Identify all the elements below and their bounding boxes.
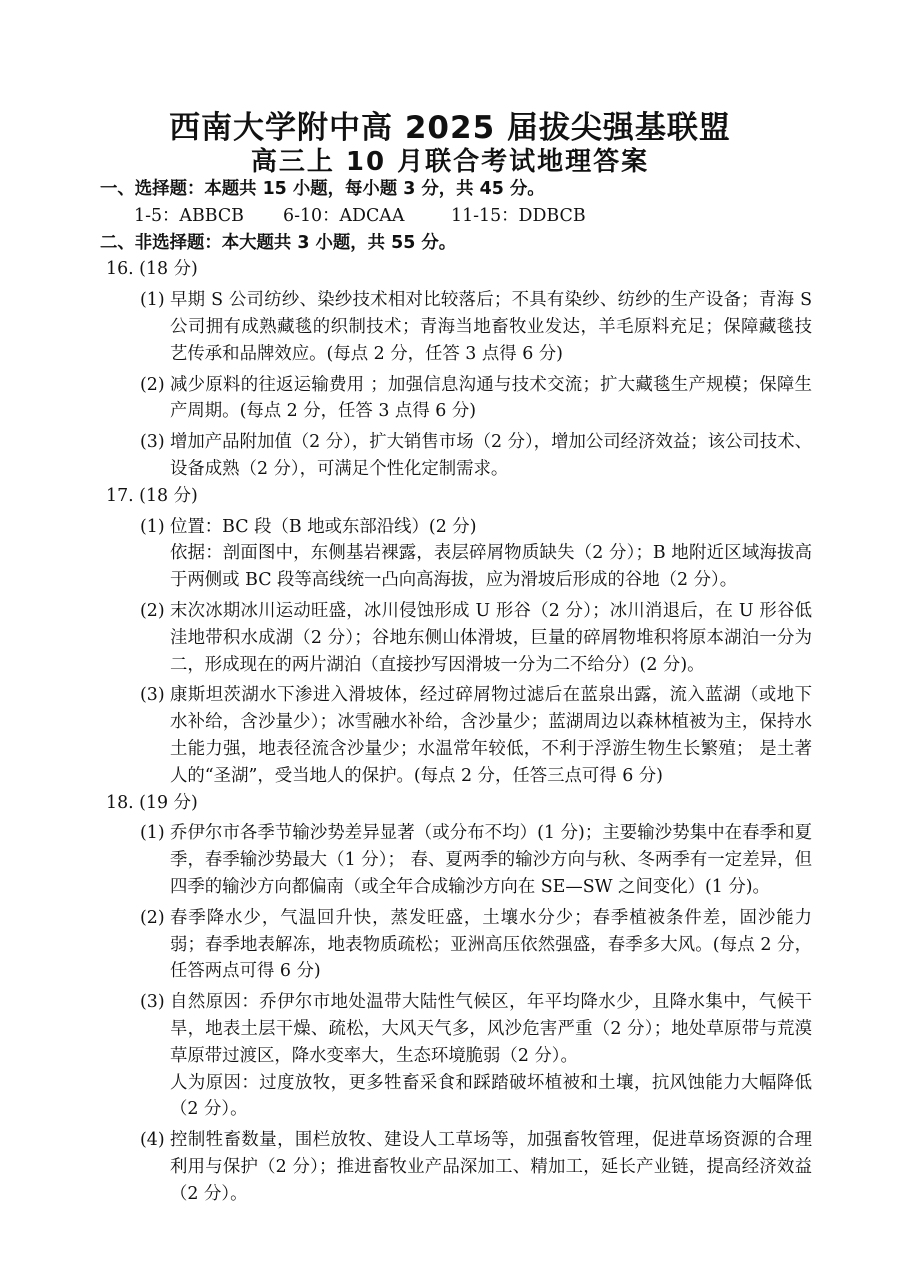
mc-answer-row: [100, 203, 812, 230]
item-paragraph: 依据：剖面图中，东侧基岩裸露，表层碎屑物质缺失（2 分）；B 地附近区域海拔高于两侧或 BC 段等高线统一凸向高海拔，应为滑坡后形成的谷地（2 分）。: [170, 543, 812, 591]
item-number: (2): [140, 600, 165, 621]
item-paragraph: 乔伊尔市各季节输沙势差异显著（或分布不均）(1 分)；主要输沙势集中在春季和夏季，春季输沙势最大（1 分）； 春、夏两季的输沙方向与秋、冬两季有一定差异，但四季的输沙方向都偏南（或全年合成输沙方向在 SE—SW 之间变化）(1 分)。: [170, 823, 812, 897]
item-text: [170, 682, 812, 789]
item-text: [170, 820, 812, 900]
item-paragraph: 控制牲畜数量，围栏放牧、建设人工草场等，加强畜牧管理，促进草场资源的合理利用与保护（2 分）；推进畜牧业产品深加工、精加工，延长产业链，提高经济效益（2 分）。: [170, 1130, 812, 1204]
answer-item: [100, 372, 812, 426]
item-text: [170, 429, 812, 483]
question-label: 17. (18 分): [106, 485, 198, 506]
item-number: (3): [140, 685, 165, 706]
answer-item: [100, 514, 812, 594]
document-title: 西南大学附中高 2025 届拔尖强基联盟: [169, 110, 731, 146]
mc-answers-1-5: 1-5：ABBCB: [134, 205, 244, 226]
item-paragraph: 早期 S 公司纺纱、染纱技术相对比较落后；不具有染纱、纺纱的生产设备；青海 S 公司拥有成熟藏毯的织制技术；青海当地畜牧业发达，羊毛原料充足；保障藏毯技艺传承和品牌效应。(每点 2 分，任答 3 点得 6 分): [170, 290, 812, 364]
document-body: [100, 176, 812, 1207]
answer-item: [100, 989, 812, 1123]
document-subtitle: 高三上 10 月联合考试地理答案: [250, 147, 650, 177]
item-number: (1): [140, 823, 165, 844]
item-number: (2): [140, 374, 165, 395]
questions-list: [100, 256, 812, 1207]
item-text: [170, 1127, 812, 1207]
mc-answers-6-10: 6-10：ADCAA: [283, 205, 405, 226]
question-label: 16. (18 分): [106, 259, 198, 280]
mc-answers-11-15: 11-15：DDBCB: [451, 205, 586, 226]
answer-item: [100, 598, 812, 678]
answer-item: [100, 820, 812, 900]
item-text: [170, 598, 812, 678]
answer-item: [100, 1127, 812, 1207]
item-paragraph: 人为原因：过度放牧，更多牲畜采食和踩踏破坏植被和土壤，抗风蚀能力大幅降低（2 分）。: [170, 1072, 812, 1120]
part1-heading: 一、选择题：本题共 15 小题，每小题 3 分，共 45 分。: [100, 179, 545, 199]
item-text: [170, 989, 812, 1123]
item-paragraph: 减少原料的往返运输费用 ；加强信息沟通与技术交流；扩大藏毯生产规模；保障生产周期。(每点 2 分，任答 3 点得 6 分): [170, 374, 812, 422]
answer-item: [100, 682, 812, 789]
item-paragraph: 末次冰期冰川运动旺盛，冰川侵蚀形成 U 形谷（2 分）；冰川消退后，在 U 形谷低洼地带积水成湖（2 分）；谷地东侧山体滑坡，巨量的碎屑物堆积将原本湖泊一分为二，形成现在的两片湖泊（直接抄写因滑坡一分为二不给分）(2 分)。: [170, 600, 812, 675]
item-number: (4): [140, 1130, 165, 1151]
question-label: 18. (19 分): [106, 792, 198, 813]
answer-item: [100, 287, 812, 367]
item-paragraph: 春季降水少，气温回升快，蒸发旺盛，土壤水分少；春季植被条件差，固沙能力弱；春季地表解冻，地表物质疏松；亚洲高压依然强盛，春季多大风。(每点 2 分，任答两点可得 6 分): [170, 907, 812, 982]
item-number: (3): [140, 992, 165, 1013]
item-paragraph: 康斯坦茨湖水下渗进入滑坡体，经过碎屑物过滤后在蓝泉出露，流入蓝湖（或地下水补给，含沙量少）；冰雪融水补给，含沙量少；蓝湖周边以森林植被为主，保持水土能力强，地表径流含沙量少；水温常年较低，不利于浮游生物生长繁殖； 是土著人的“圣湖”，受当地人的保护。(每点 2 分，任答三点可得 6 分): [170, 685, 812, 786]
item-number: (1): [140, 290, 165, 311]
item-paragraph: 自然原因：乔伊尔市地处温带大陆性气候区，年平均降水少，且降水集中，气候干旱，地表土层干燥、疏松，大风天气多，风沙危害严重（2 分）；地处草原带与荒漠草原带过渡区，降水变率大，生态环境脆弱（2 分）。: [170, 992, 812, 1066]
item-number: (1): [140, 516, 165, 537]
item-paragraph: 位置：BC 段（B 地或东部沿线）(2 分): [170, 516, 477, 537]
item-text: [170, 514, 812, 594]
part2-heading: 二、非选择题：本大题共 3 小题，共 55 分。: [100, 232, 457, 253]
item-text: [170, 905, 812, 985]
answer-item: [100, 905, 812, 985]
item-paragraph: 增加产品附加值（2 分），扩大销售市场（2 分），增加公司经济效益；该公司技术、设备成熟（2 分），可满足个性化定制需求。: [170, 432, 812, 479]
item-text: [170, 287, 812, 367]
item-number: (3): [140, 432, 165, 453]
item-number: (2): [140, 907, 165, 928]
item-text: [170, 372, 812, 426]
answer-item: [100, 429, 812, 483]
